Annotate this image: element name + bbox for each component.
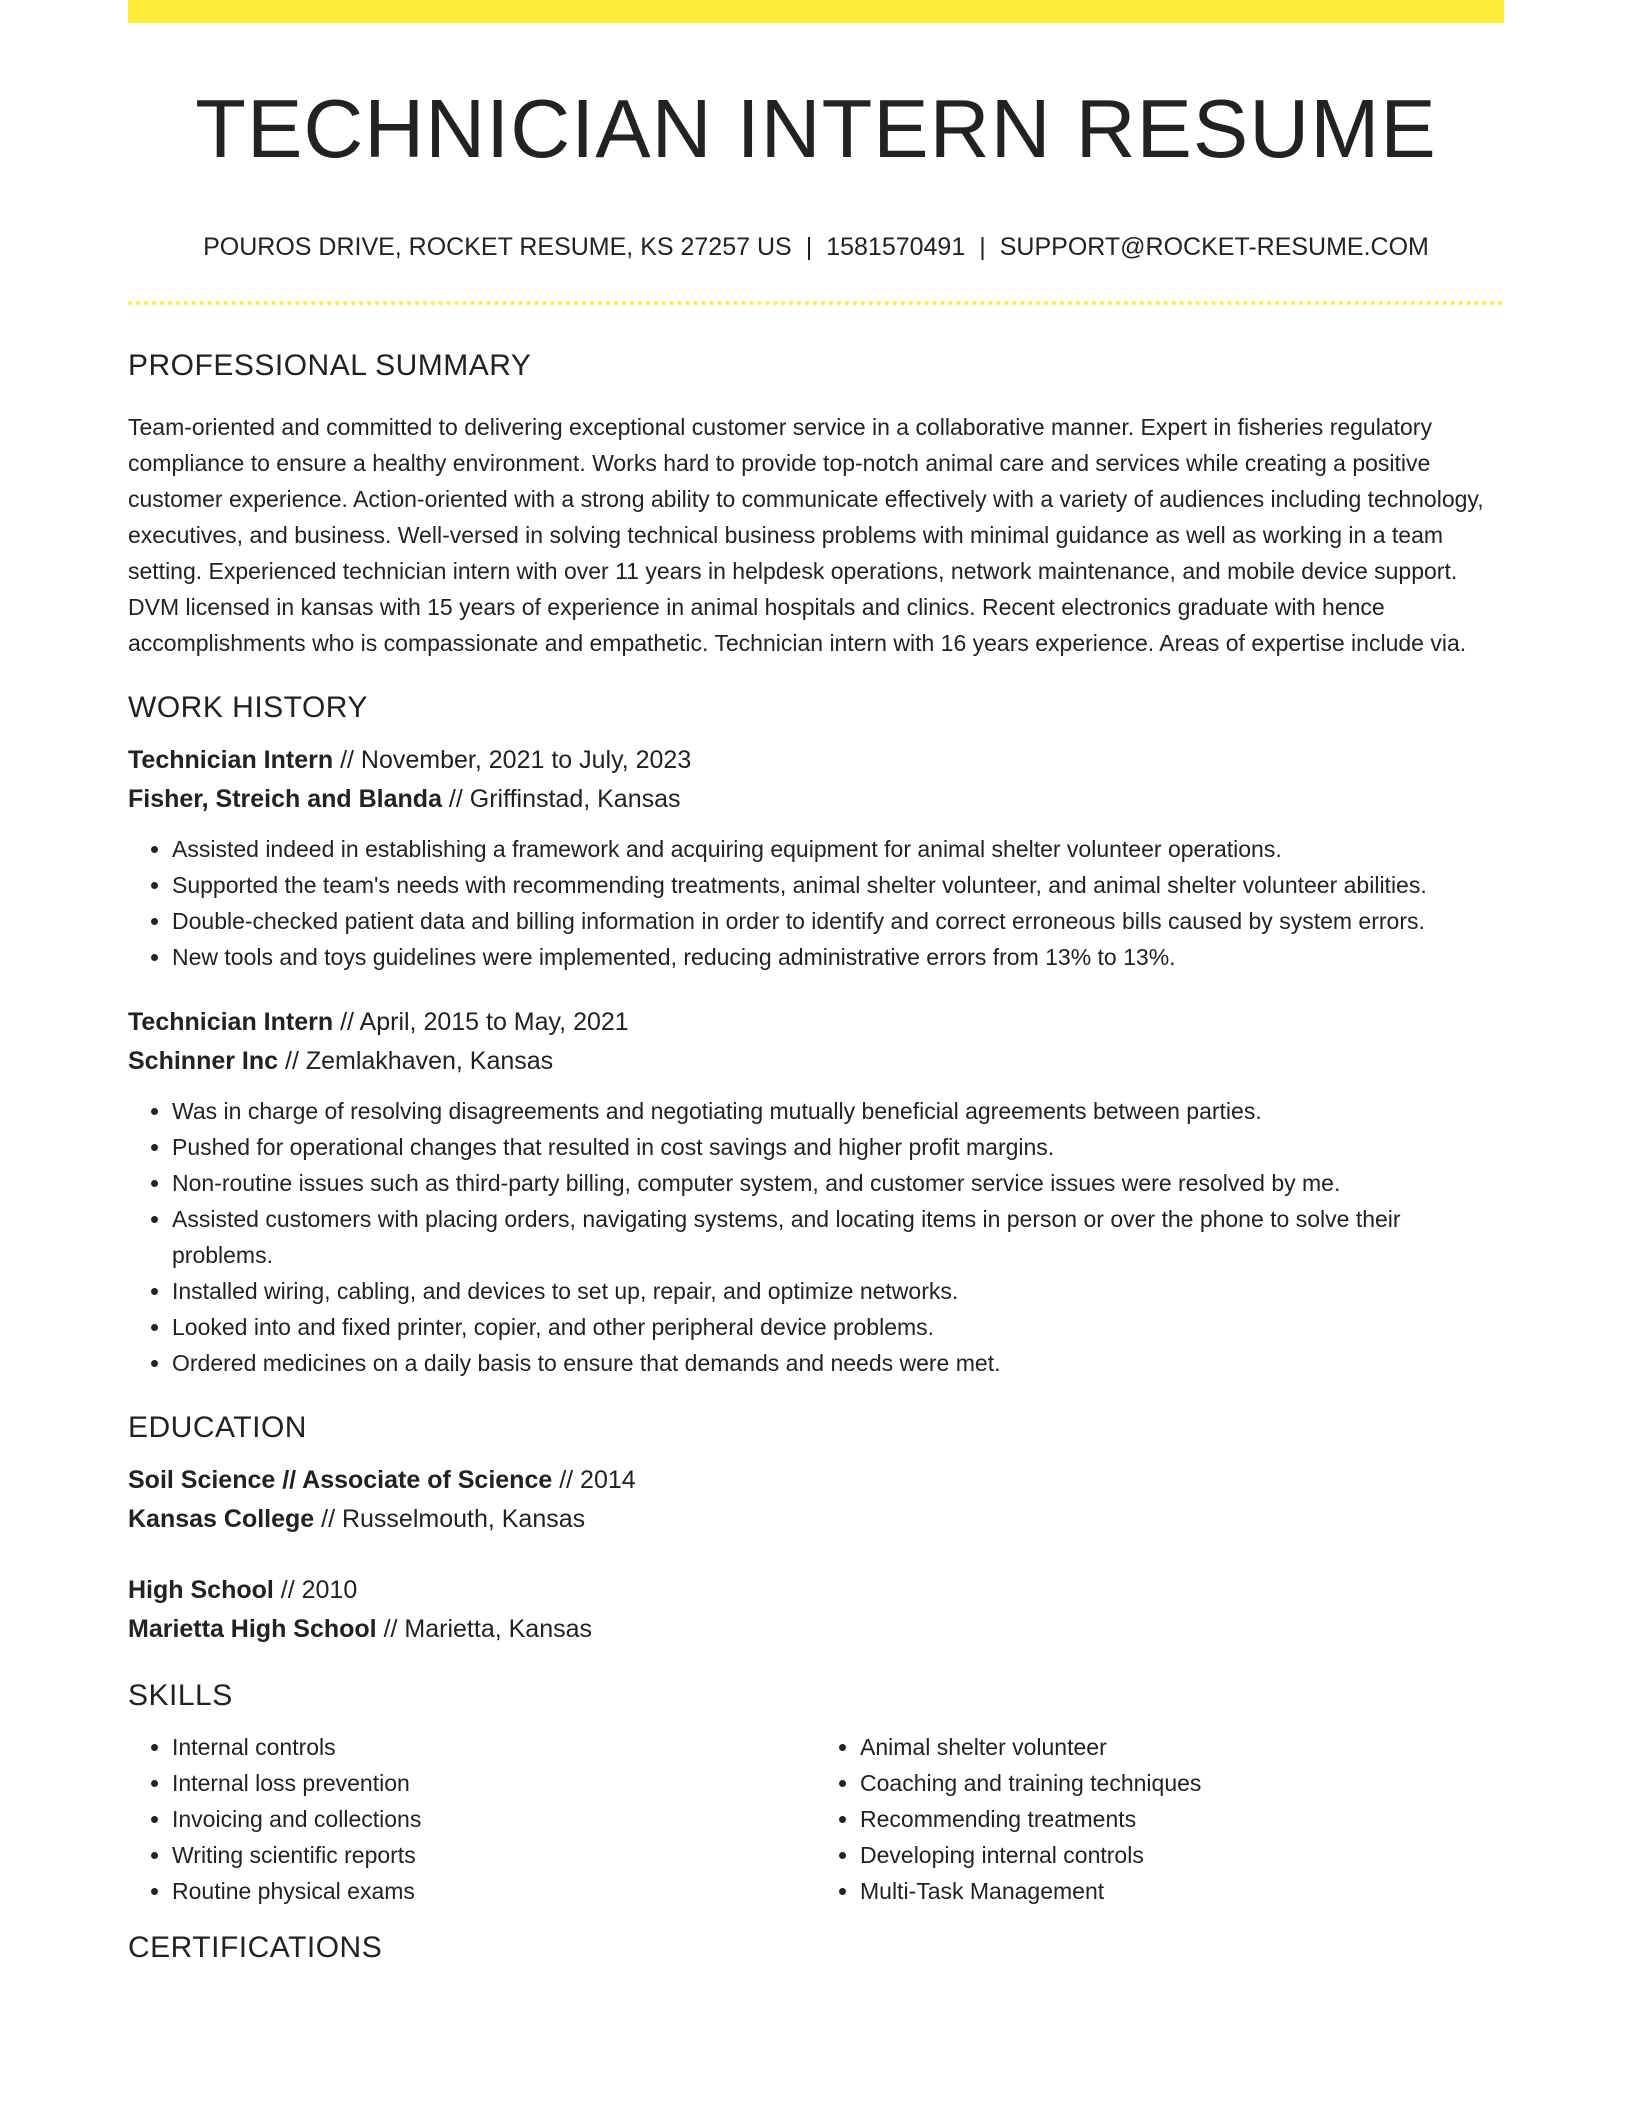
education-school: Marietta High School <box>128 1615 377 1644</box>
job-bullet: • Was in charge of resolving disagreements and negotiating mutually beneficial agreements between parties. <box>172 1093 1504 1129</box>
education-location: // Marietta, Kansas <box>376 1615 593 1644</box>
job-entry <box>128 1003 1504 1381</box>
certifications-heading: CERTIFICATIONS <box>128 1931 383 1965</box>
skills-heading: SKILLS <box>128 1679 233 1713</box>
education-degree: Soil Science // Associate of Science <box>128 1466 553 1495</box>
skill-item: • Routine physical exams <box>172 1873 816 1909</box>
dotted-divider <box>128 301 1504 305</box>
summary-text: Team-oriented and committed to delivering exceptional customer service in a collaborative manner. Expert in fisheries regulatory compliance to ensure a healthy environment. Works hard to provide top-notch animal care and services while creating a positive customer experience. Action-oriented with a strong ability to communicate effectively with a variety of audiences including technology, executives, and business. Well-versed in solving technical business problems with minimal guidance as well as working in a team setting. Experienced technician intern with over 11 years in helpdesk operations, network maintenance, and mobile device support. DVM licensed in kansas with 15 years of experience in animal hospitals and clinics. Recent electronics graduate with hence accomplishments who is compassionate and empathetic. Technician intern with 16 years experience. Areas of expertise include via. <box>128 414 1484 657</box>
education-entry <box>128 1461 1504 1539</box>
job-dates: // November, 2021 to July, 2023 <box>333 746 692 775</box>
job-company-line <box>128 780 1504 819</box>
job-location: // Griffinstad, Kansas <box>441 785 681 814</box>
summary-heading: PROFESSIONAL SUMMARY <box>128 349 532 383</box>
education-degree-line <box>128 1461 1504 1500</box>
job-bullet: • Assisted indeed in establishing a framework and acquiring equipment for animal shelter volunteer operations. <box>172 831 1504 867</box>
skills-list-right <box>816 1729 1504 1909</box>
summary-section <box>128 349 1504 661</box>
job-role: Technician Intern <box>128 1008 334 1037</box>
education-year: // 2010 <box>273 1576 358 1605</box>
education-degree-line <box>128 1571 1504 1610</box>
skill-item: • Internal controls <box>172 1729 816 1765</box>
skill-item: • Coaching and training techniques <box>860 1765 1504 1801</box>
skill-item: • Developing internal controls <box>860 1837 1504 1873</box>
education-degree: High School <box>128 1576 274 1605</box>
job-bullet: • Supported the team's needs with recommending treatments, animal shelter volunteer, and animal shelter volunteer abilities. <box>172 867 1504 903</box>
skill-item: • Invoicing and collections <box>172 1801 816 1837</box>
job-bullet: • Assisted customers with placing orders, navigating systems, and locating items in person or over the phone to solve their problems. <box>172 1201 1504 1273</box>
education-entry <box>128 1571 1504 1649</box>
job-bullet: • Non-routine issues such as third-party billing, computer system, and customer service issues were resolved by me. <box>172 1165 1504 1201</box>
work-history-heading: WORK HISTORY <box>128 691 368 725</box>
education-year: // 2014 <box>552 1466 636 1495</box>
job-entry <box>128 741 1504 975</box>
skills-section <box>128 1679 1504 1909</box>
job-role: Technician Intern <box>128 746 334 775</box>
education-school-line <box>128 1610 1504 1649</box>
contact-separator: | <box>805 233 813 262</box>
skill-item: • Writing scientific reports <box>172 1837 816 1873</box>
job-bullet: • Pushed for operational changes that resulted in cost savings and higher profit margins. <box>172 1129 1504 1165</box>
job-company-line <box>128 1042 1504 1081</box>
job-bullet: • Looked into and fixed printer, copier, and other peripheral device problems. <box>172 1309 1504 1345</box>
skills-list-left <box>128 1729 816 1909</box>
job-bullet: • New tools and toys guidelines were implemented, reducing administrative errors from 13% to 13%. <box>172 939 1504 975</box>
skill-item: • Recommending treatments <box>860 1801 1504 1837</box>
certifications-section <box>128 1931 1504 1965</box>
job-bullet: • Double-checked patient data and billing information in order to identify and correct erroneous bills caused by system errors. <box>172 903 1504 939</box>
job-title-line <box>128 1003 1504 1042</box>
contact-separator: | <box>979 233 986 262</box>
education-school: Kansas College <box>128 1505 315 1534</box>
job-dates: // April, 2015 to May, 2021 <box>333 1008 629 1037</box>
contact-address: POUROS DRIVE, ROCKET RESUME, KS 27257 US <box>203 233 792 262</box>
skill-item: • Internal loss prevention <box>172 1765 816 1801</box>
skills-columns <box>128 1729 1504 1909</box>
job-bullet: • Ordered medicines on a daily basis to ensure that demands and needs were met. <box>172 1345 1504 1381</box>
skill-item: • Multi-Task Management <box>860 1873 1504 1909</box>
job-location: // Zemlakhaven, Kansas <box>278 1047 554 1076</box>
education-school-line <box>128 1500 1504 1539</box>
resume-page <box>128 0 1504 1965</box>
work-history-section <box>128 691 1504 1381</box>
job-company: Schinner Inc <box>128 1047 279 1076</box>
education-section <box>128 1411 1504 1649</box>
contact-email: SUPPORT@ROCKET-RESUME.COM <box>999 233 1429 262</box>
education-heading: EDUCATION <box>128 1411 307 1445</box>
skill-item: • Animal shelter volunteer <box>860 1729 1504 1765</box>
education-location: // Russelmouth, Kansas <box>314 1505 586 1534</box>
job-bullet: • Installed wiring, cabling, and devices to set up, repair, and optimize networks. <box>172 1273 1504 1309</box>
job-bullets <box>128 831 1504 975</box>
accent-top-bar <box>128 0 1504 23</box>
job-company: Fisher, Streich and Blanda <box>128 785 442 814</box>
contact-line <box>128 232 1504 262</box>
job-title-line <box>128 741 1504 780</box>
resume-title: TECHNICIAN INTERN RESUME <box>195 82 1437 175</box>
job-bullets <box>128 1093 1504 1381</box>
contact-phone: 1581570491 <box>826 233 966 262</box>
